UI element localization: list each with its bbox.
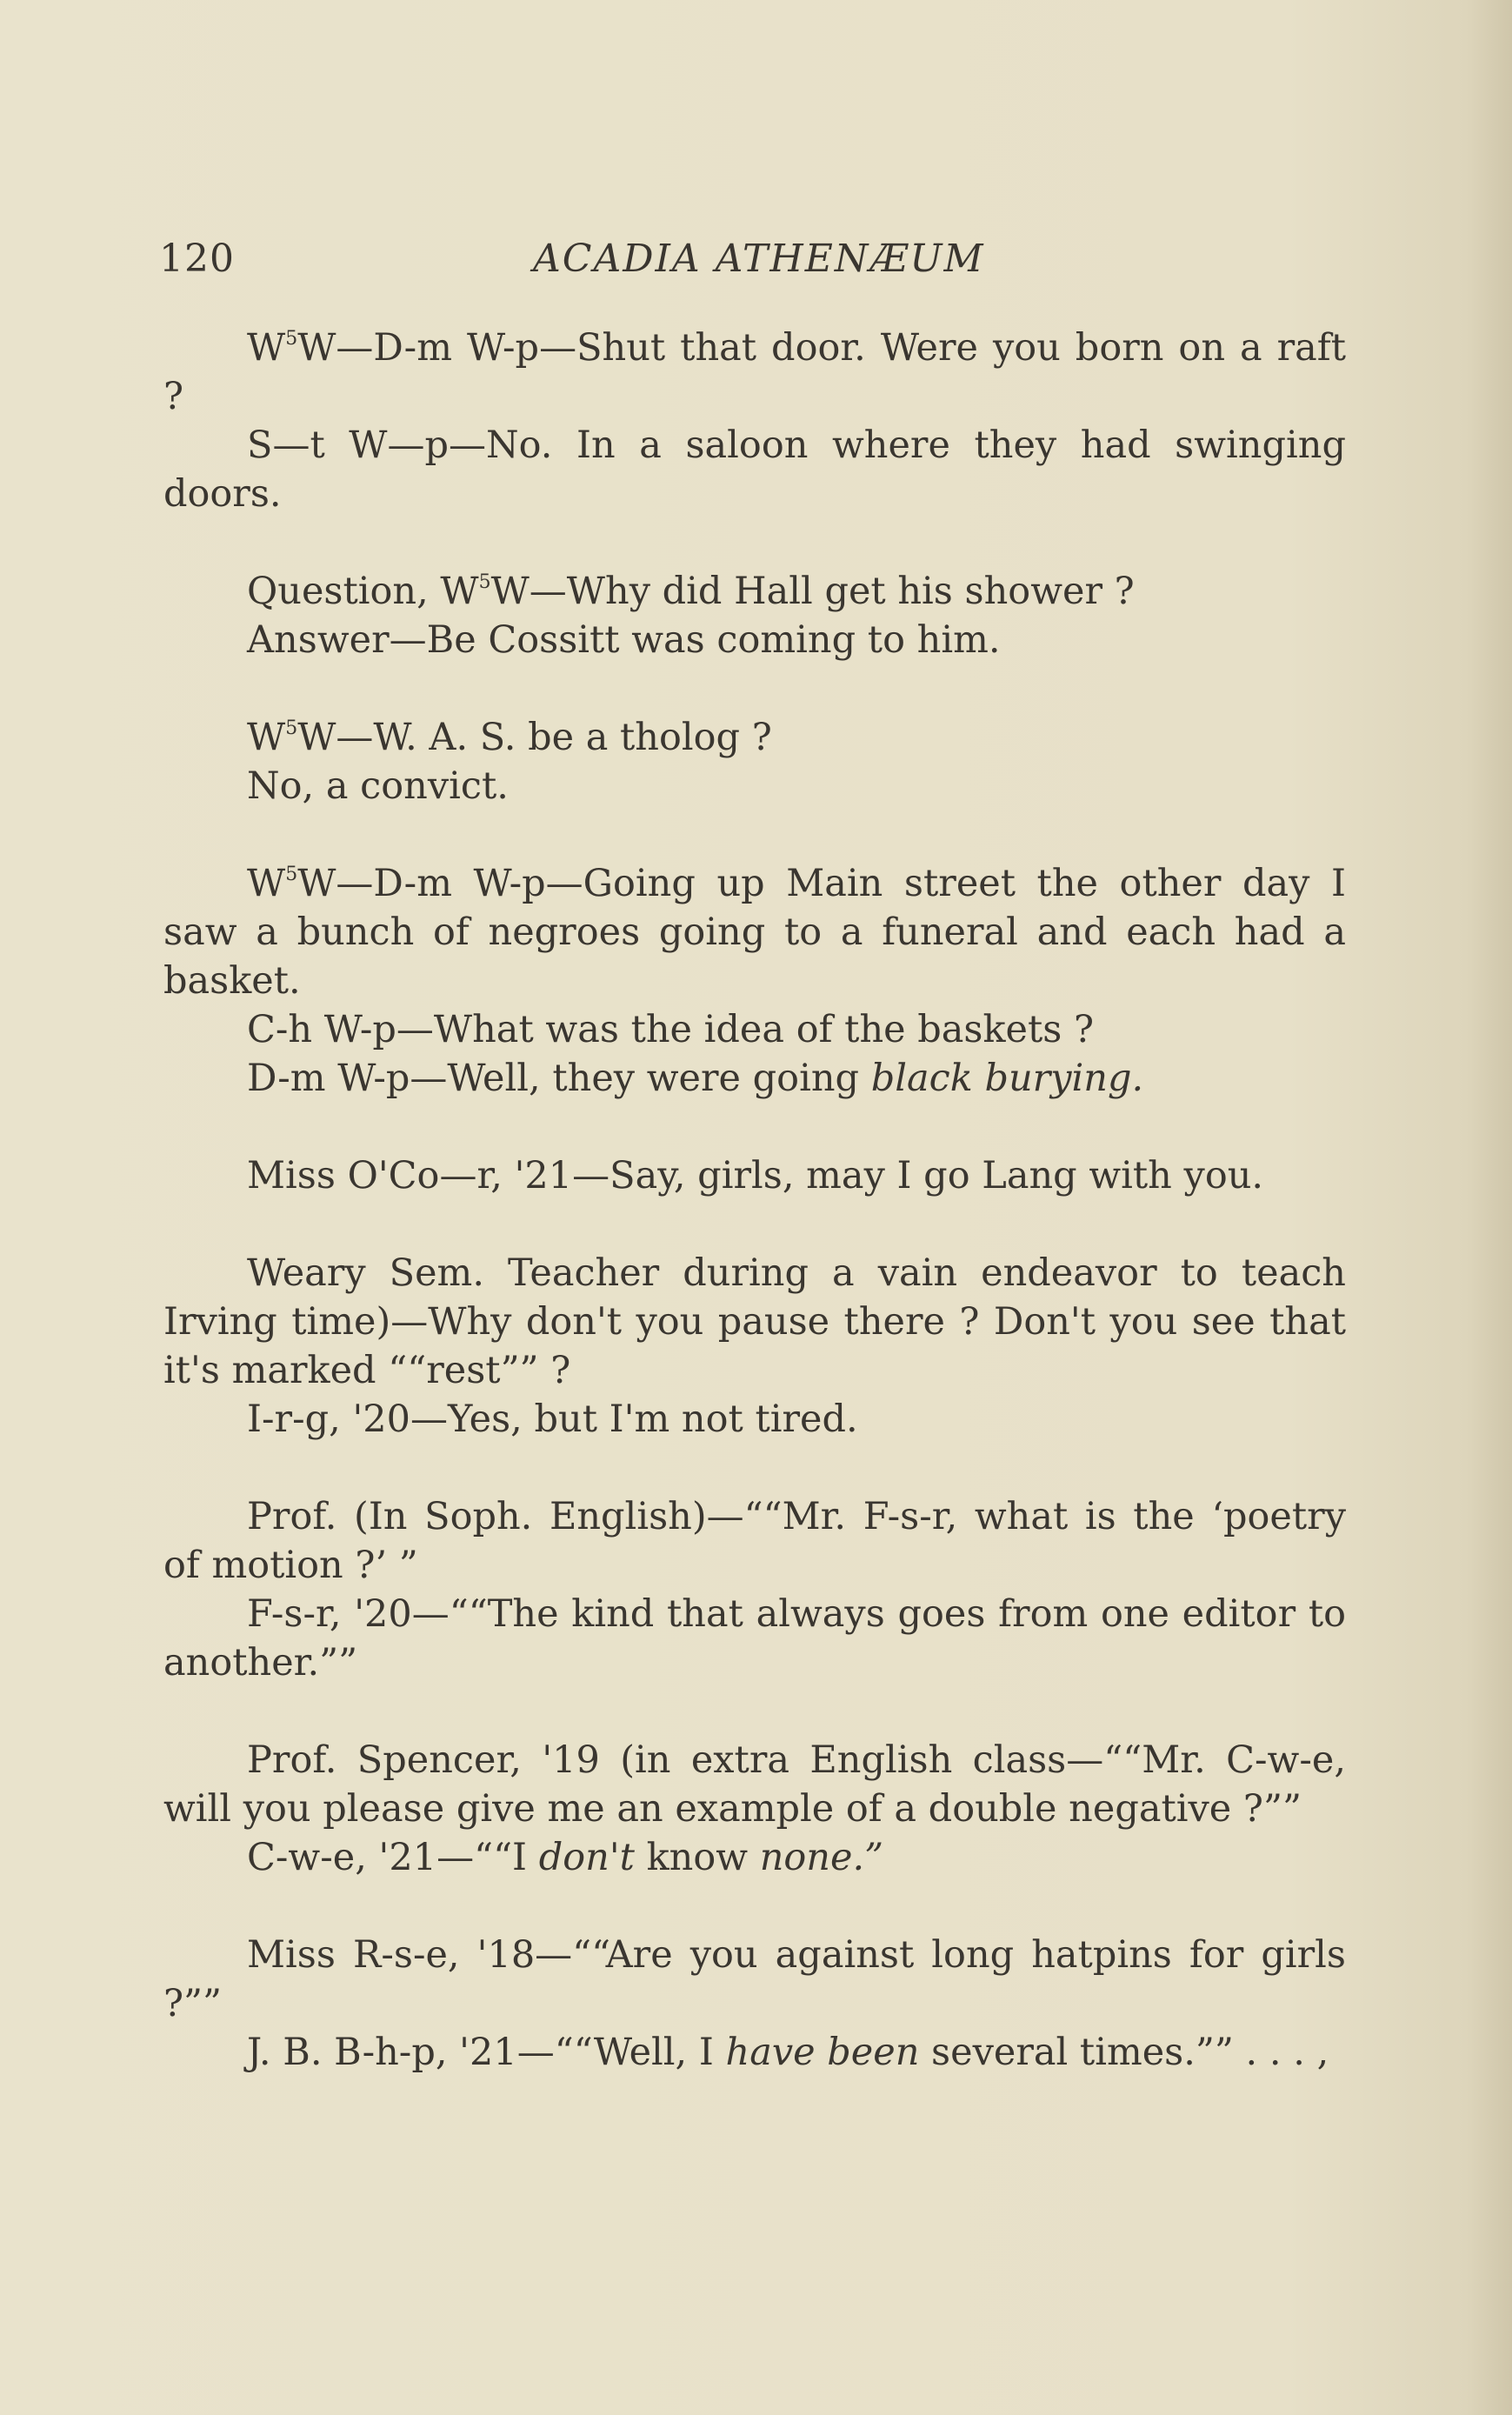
body-text bbox=[163, 324, 1346, 2077]
paragraph: Miss R-s-e, '18—““Are you against long hatpins for girls ?”” bbox=[163, 1933, 1346, 2025]
paragraph: No, a convict. bbox=[247, 764, 509, 808]
paragraph: $W^5W—W$. A. S. be a tholog ? bbox=[247, 716, 772, 759]
paragraph: Answer—Be Cossitt was coming to him. bbox=[247, 618, 1001, 662]
paragraph: Miss O'Co—r, '21—Say, girls, may I go Lang with you. bbox=[247, 1154, 1264, 1197]
paragraph: D-m W-p—Well, they were going black burying. bbox=[247, 1057, 1144, 1100]
paragraph: F-s-r, '20—““The kind that always goes from one editor to another.”” bbox=[163, 1592, 1346, 1684]
paragraph: I-r-g, '20—Yes, but I'm not tired. bbox=[247, 1398, 858, 1441]
paragraph: J. B. B-h-p, '21—““Well, I have been several times.”” . . . , bbox=[247, 2031, 1329, 2074]
paragraph: $W^5W—D-m$ W-p—Going up Main street the other day I saw a bunch of negroes going to a funeral and each had a basket. bbox=[163, 862, 1346, 1003]
paragraph: Weary Sem. Teacher during a vain endeavor to teach Irving time)—Why don't you pause there ? Don't you see that it's marked ““rest”” ? bbox=[163, 1251, 1346, 1392]
paragraph: Prof. Spencer, '19 (in extra English class—““Mr. C-w-e, will you please give me an example of a double negative ?”” bbox=[163, 1738, 1346, 1831]
paragraph: $W^5W—D-m$ W-p—Shut that door. Were you born on a raft ? bbox=[163, 326, 1346, 418]
paragraph: C-h W-p—What was the idea of the baskets ? bbox=[247, 1008, 1095, 1051]
page-header bbox=[159, 237, 1359, 289]
paragraph: Prof. (In Soph. English)—““Mr. F-s-r, what is the ‘poetry of motion ?’ ” bbox=[163, 1495, 1346, 1587]
running-title: ACADIA ATHENÆUM bbox=[533, 237, 985, 281]
paragraph: Question, $W^5W—Why$ did Hall get his shower ? bbox=[247, 570, 1135, 613]
page-number: 120 bbox=[159, 237, 235, 281]
paragraph: S—t W—p—No. In a saloon where they had swinging doors. bbox=[163, 424, 1346, 516]
paragraph: C-w-e, '21—““I don't know none.” bbox=[247, 1836, 884, 1879]
